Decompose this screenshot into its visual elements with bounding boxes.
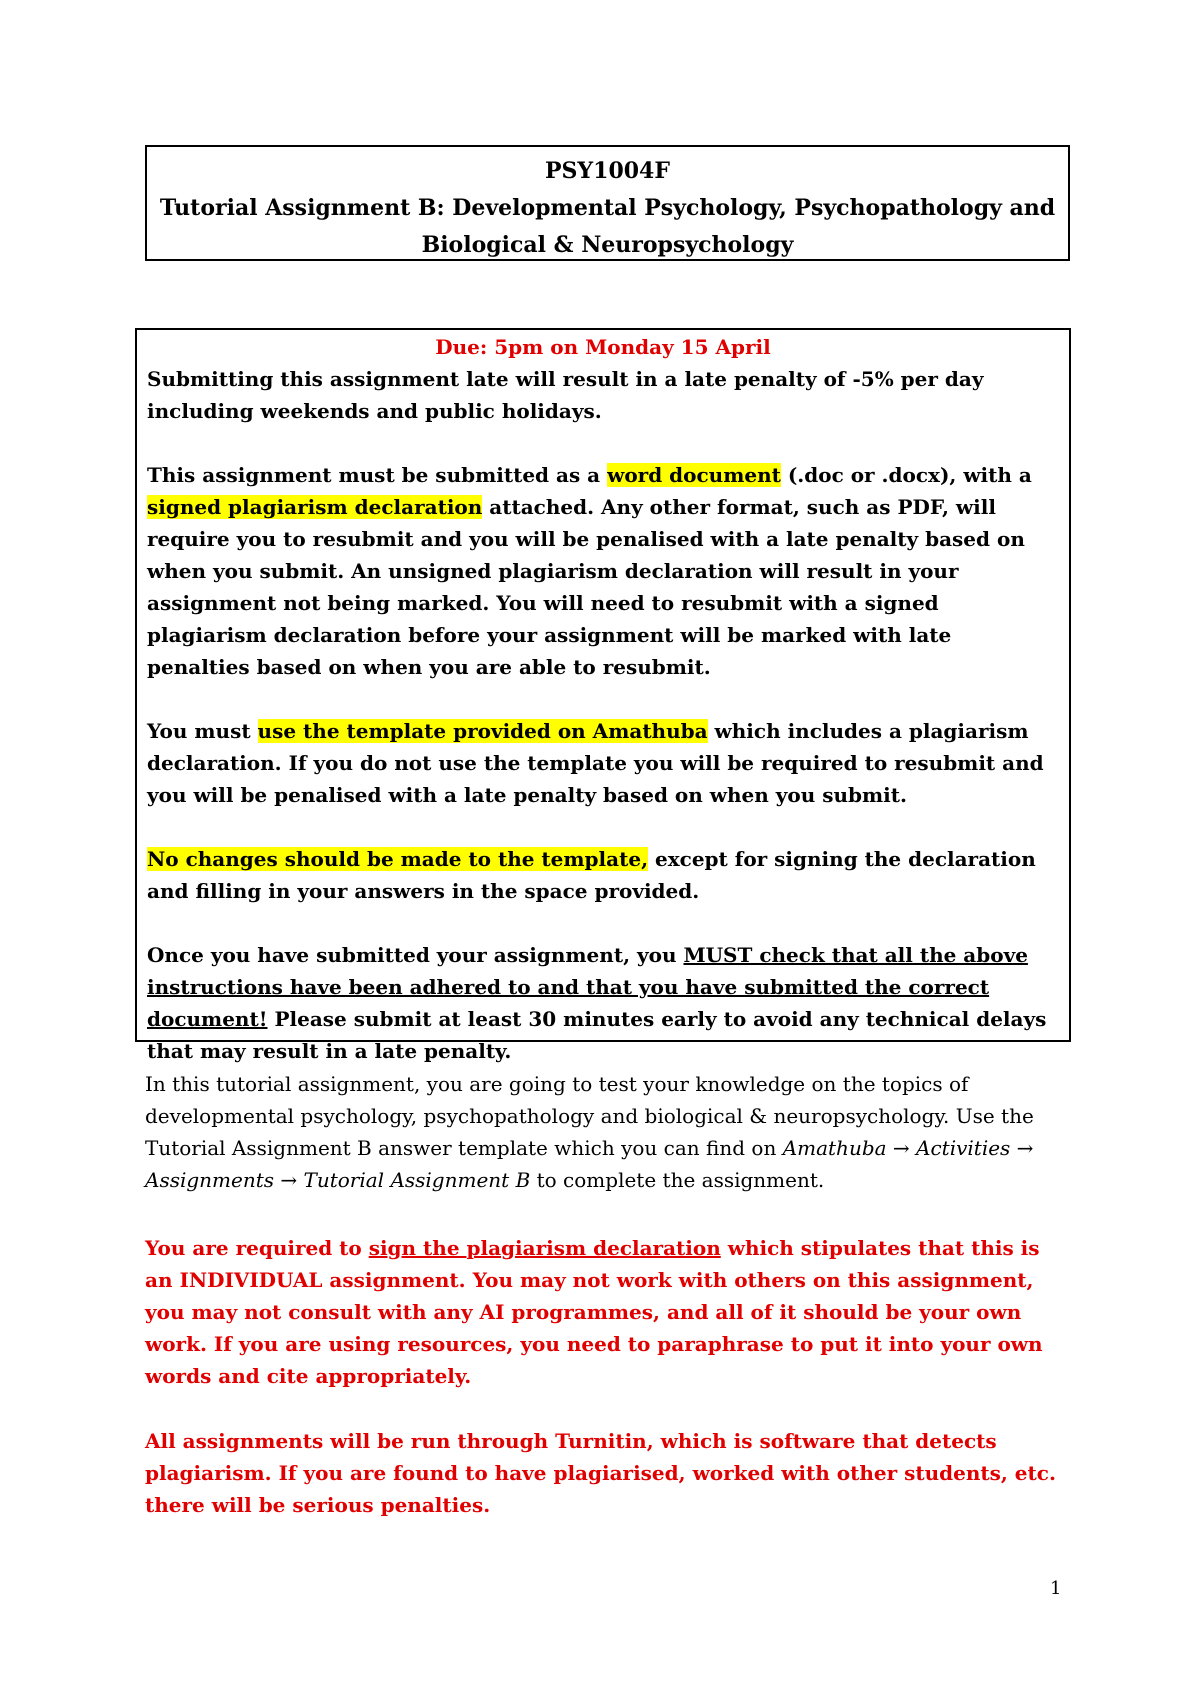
highlight-no-changes: No changes should be made to the template, xyxy=(147,847,649,871)
page-number: 1 xyxy=(1050,1578,1062,1599)
assignment-title-line1: Tutorial Assignment B: Developmental Psychology, Psychopathology and xyxy=(159,195,1056,221)
instructions-box xyxy=(135,328,1071,1063)
highlight-word-document: word document xyxy=(607,463,781,487)
template-paragraph xyxy=(147,715,1059,811)
template-text-b: which includes a plagiarism declaration. If you do not use the template you will be required to resubmit and you will be penalised with a late penalty based on when you submit. xyxy=(147,719,1044,807)
highlight-use-template: use the template provided on Amathuba xyxy=(257,719,708,743)
highlight-signed-declaration: signed plagiarism declaration xyxy=(147,495,483,519)
plagiarism-warning-a: You are required to xyxy=(145,1236,369,1260)
underlined-must-check: MUST check that all the above instructions have been adhered to and that you have submitted the correct document! xyxy=(147,943,1028,1031)
format-text-a: This assignment must be submitted as a xyxy=(147,463,608,487)
amathuba-path: Amathuba → Activities → Assignments → Tutorial Assignment B xyxy=(145,1136,1034,1192)
turnitin-warning: All assignments will be run through Turnitin, which is software that detects plagiarism. If you are found to have plagiarised, worked with other students, etc. there will be serious penalties. xyxy=(145,1429,1056,1517)
due-date: Due: 5pm on Monday 15 April xyxy=(435,335,771,359)
intro-text-b: to complete the assignment. xyxy=(530,1168,825,1192)
check-text-b: Please submit at least 30 minutes early to avoid any technical delays that may result in a late penalty. xyxy=(147,1007,1047,1063)
no-changes-text: except for signing the declaration and filling in your answers in the space provided. xyxy=(147,847,1036,903)
format-paragraph xyxy=(147,459,1059,683)
check-text-a: Once you have submitted your assignment, you xyxy=(147,943,684,967)
format-text-c: attached. Any other format, such as PDF, will require you to resubmit and you will be penalised with a late penalty based on when you submit. An unsigned plagiarism declaration will result in your assignment not being marked. You will need to resubmit with a signed plagiarism declaration before your assignment will be marked with late penalties based on when you are able to resubmit. xyxy=(147,495,1025,679)
course-code: PSY1004F xyxy=(545,158,670,184)
title-box xyxy=(145,145,1070,261)
intro-text-a: In this tutorial assignment, you are going to test your knowledge on the topics of developmental psychology, psychopathology and biological & neuropsychology. Use the Tutorial Assignment B answer template which you can find on xyxy=(145,1072,1034,1160)
late-penalty-note: Submitting this assignment late will result in a late penalty of -5% per day including weekends and public holidays. xyxy=(147,367,984,423)
format-text-b: (.doc or .docx), with a xyxy=(780,463,1032,487)
plagiarism-warning xyxy=(145,1232,1065,1392)
underlined-sign-declaration: sign the plagiarism declaration xyxy=(368,1236,721,1260)
no-changes-paragraph xyxy=(147,843,1059,907)
intro-paragraph xyxy=(145,1068,1065,1196)
assignment-title-line2: Biological & Neuropsychology xyxy=(421,232,794,258)
plagiarism-warning-b: which stipulates that this is an INDIVIDUAL assignment. You may not work with others on this assignment, you may not consult with any AI programmes, and all of it should be your own work. If you are using resources, you need to paraphrase to put it into your own words and cite appropriately. xyxy=(145,1236,1043,1388)
template-text-a: You must xyxy=(147,719,258,743)
check-paragraph xyxy=(147,939,1059,1067)
